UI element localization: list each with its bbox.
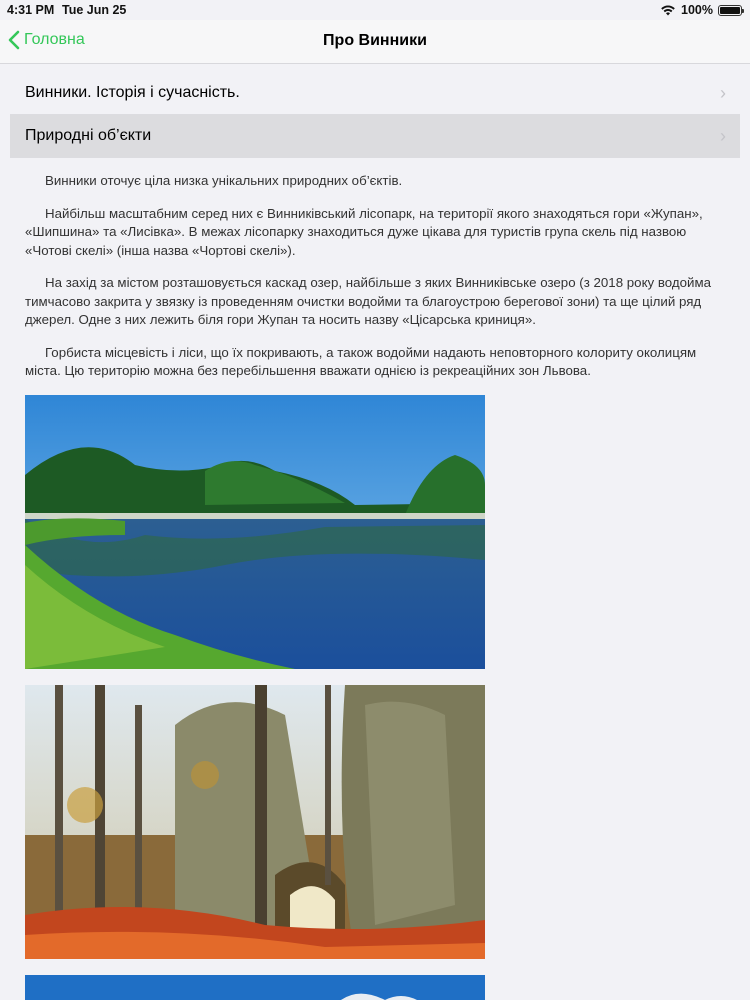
section-row-nature[interactable] — [10, 115, 740, 158]
page-title: Про Винники — [323, 32, 427, 49]
lake-photo — [25, 395, 485, 669]
sections-list — [10, 72, 740, 158]
section-row-label: Природні об’єкти — [25, 127, 152, 144]
chevron-right-icon: › — [720, 125, 726, 146]
article-paragraph: Горбиста місцевість і ліси, що їх покривають, а також водойми надають неповторного колориту околицям міста. Цю територію можна без перебільшення вважати однією із рекреаційних зон Львова. — [25, 344, 697, 378]
content-scroll-view[interactable] — [10, 72, 740, 1000]
chevron-right-icon: › — [720, 82, 726, 103]
back-button-label: Головна — [24, 31, 85, 48]
article-text — [10, 158, 740, 381]
article-paragraph: Винники оточує ціла низка унікальних природних об’єктів. — [45, 173, 403, 188]
winter-photo — [25, 975, 485, 1000]
battery-percent: 100% — [681, 3, 713, 17]
battery-icon — [718, 5, 742, 16]
rocks-forest-photo — [25, 685, 485, 959]
status-bar — [0, 0, 750, 20]
status-right — [660, 3, 742, 17]
status-time: 4:31 PM — [7, 3, 55, 17]
section-row-label: Винники. Історія і сучасність. — [25, 84, 240, 101]
article-paragraph: На захід за містом розташовується каскад озер, найбільше з яких Винниківське озеро (з 2018 року водойма тимчасово закрита у звязку із проведенням очистки водойми та благоустрою берегової зони) та ще цілий ряд джерел. Одне з них лежить біля гори Жупан та носить назву «Цісарська криниця». — [25, 275, 712, 327]
article-paragraph: Найбільш масштабним серед них є Винниківський лісопарк, на території якого знаходяться гори «Жупан», «Шипшина» та «Лисівка». В межах лісопарку знаходиться дуже цікава для туристів група скель під назвою «Чотові скелі» (інша назва «Чортові скелі»). — [25, 205, 703, 258]
status-date: Tue Jun 25 — [62, 3, 127, 17]
navigation-bar — [0, 20, 750, 64]
wifi-icon — [660, 4, 676, 16]
section-row-history[interactable] — [10, 72, 740, 115]
